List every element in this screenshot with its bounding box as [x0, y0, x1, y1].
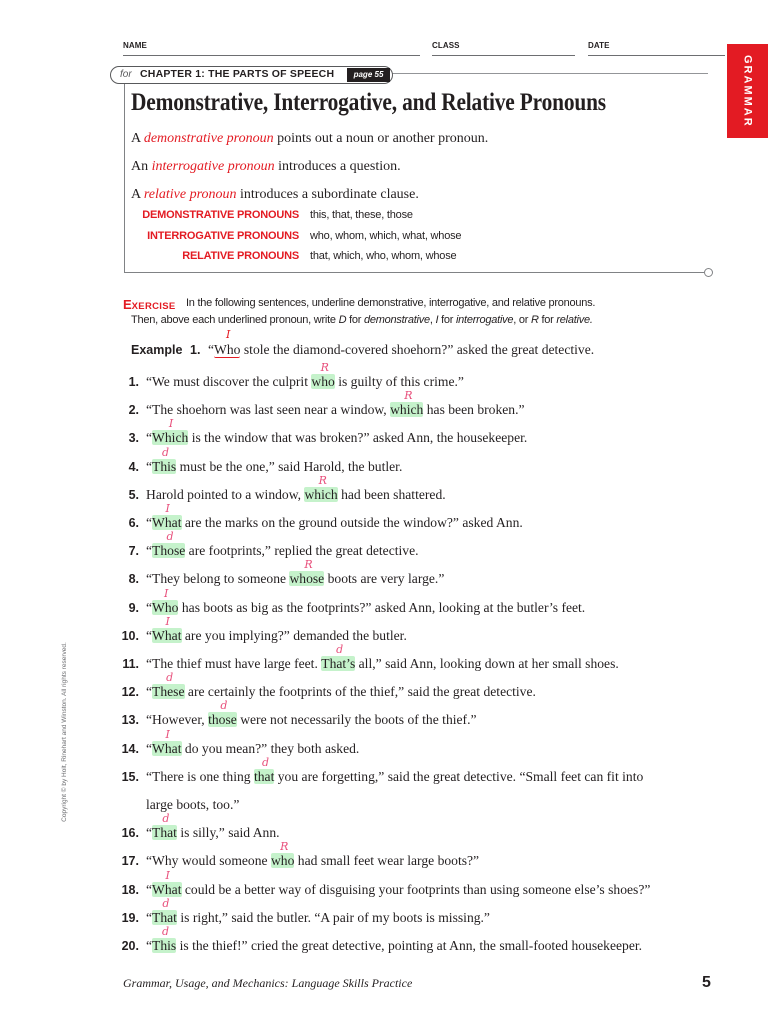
- exercise-heading: [123, 296, 175, 314]
- sentence-post: could be a better way of disguising your footprints than using someone else’s shoes?”: [181, 881, 651, 897]
- item-sentence: [146, 896, 740, 932]
- chapter-pill: [110, 66, 393, 84]
- item-sentence: [146, 586, 740, 622]
- instruction-text: ,: [429, 314, 436, 326]
- sentence-pre: “The thief must have large feet.: [146, 656, 322, 672]
- item-sentence: [146, 727, 740, 763]
- sentence-post: is the thief!” cried the great detective, pointing at Ann, the small-footed housekeeper.: [176, 938, 643, 954]
- underlined-pronoun[interactable]: [270, 840, 295, 869]
- underlined-pronoun[interactable]: [152, 812, 177, 841]
- item-number: 16.: [121, 826, 139, 841]
- instructions-line-2: [131, 314, 593, 326]
- handwritten-mark: I: [225, 328, 231, 341]
- handwritten-mark: d: [220, 699, 228, 713]
- item-number: 3.: [128, 431, 139, 446]
- exercise-item: [100, 361, 740, 396]
- exercise-item: [100, 614, 740, 650]
- handwritten-mark: R: [280, 840, 289, 854]
- exercise-item: [100, 643, 740, 678]
- table-label-interrogative: INTERROGATIVE PRONOUNS: [147, 230, 299, 242]
- definition-post: points out a noun or another pronoun.: [273, 131, 489, 146]
- underlined-pronoun[interactable]: [152, 586, 179, 616]
- sentence-post: boots are very large.”: [324, 571, 445, 587]
- underlined-pronoun[interactable]: [152, 417, 189, 446]
- instructions-line-1: In the following sentences, underline demonstrative, interrogative, and relative pronouns.: [186, 297, 596, 309]
- frame-left-rule: [124, 83, 125, 272]
- instruction-italic-text: D: [338, 314, 347, 326]
- item-number: 2.: [128, 403, 139, 418]
- item-number: 6.: [128, 516, 139, 531]
- name-field-line[interactable]: [123, 55, 420, 56]
- pronoun-text: which: [304, 486, 338, 502]
- underlined-pronoun[interactable]: [152, 502, 182, 531]
- item-number: 17.: [121, 854, 139, 869]
- exercise-item: [100, 699, 740, 734]
- handwritten-mark: d: [162, 812, 170, 826]
- lesson-title: Demonstrative, Interrogative, and Relative Pronouns: [131, 89, 606, 116]
- pronoun-text: Who: [214, 342, 241, 357]
- class-field-line[interactable]: [432, 55, 575, 56]
- item-sentence: [146, 840, 740, 875]
- underlined-pronoun[interactable]: [152, 445, 177, 475]
- exercise-item: [100, 896, 740, 932]
- instruction-text: for: [438, 314, 456, 326]
- item-number: 7.: [128, 544, 139, 559]
- item-sentence: [146, 502, 740, 537]
- pronoun-text: What: [152, 627, 182, 643]
- sentence-post: is the window that was broken?” asked Ann, the housekeeper.: [188, 430, 528, 446]
- exercise-item: [100, 445, 740, 481]
- item-number: 8.: [128, 572, 139, 587]
- definition-post: introduces a subordinate clause.: [236, 187, 419, 202]
- frame-knob-icon: [704, 268, 713, 277]
- sentence-pre: “: [146, 458, 153, 474]
- instruction-italic-text: demonstrative: [363, 314, 430, 326]
- sentence-pre: “: [146, 599, 153, 615]
- handwritten-mark: d: [336, 643, 344, 657]
- item-sentence: [146, 558, 740, 593]
- instruction-text: for: [346, 314, 364, 326]
- handwritten-mark: d: [162, 896, 170, 910]
- pronoun-text: which: [390, 402, 424, 418]
- exercise-item: [100, 502, 740, 537]
- item-number: 11.: [122, 657, 139, 672]
- sentence-pre: “: [146, 430, 153, 446]
- underlined-pronoun[interactable]: [253, 755, 275, 785]
- handwritten-mark: d: [262, 755, 270, 769]
- sentence-pre: “They belong to someone: [146, 571, 290, 587]
- handwritten-mark: I: [168, 417, 174, 431]
- sentence-post: are you implying?” demanded the butler.: [181, 627, 407, 643]
- date-field-line[interactable]: [588, 55, 725, 56]
- handwritten-mark: d: [166, 671, 174, 685]
- date-label: DATE: [588, 41, 610, 50]
- exercise-heading-initial: E: [123, 297, 132, 312]
- sentence-post: are the marks on the ground outside the window?” asked Ann.: [181, 515, 523, 531]
- exercise-item: [100, 812, 740, 847]
- item-sentence: [146, 925, 740, 960]
- sentence-post: is silly,” said Ann.: [176, 825, 280, 841]
- grammar-side-tab: [727, 44, 768, 138]
- exercise-item: [100, 389, 740, 424]
- frame-bottom-rule: [124, 272, 704, 273]
- handwritten-mark: d: [162, 925, 170, 939]
- sentence-post: are footprints,” replied the great detective.: [185, 543, 419, 559]
- exercise-item: [100, 558, 740, 593]
- definition-term: demonstrative pronoun: [143, 131, 274, 146]
- sentence-post: has been broken.”: [423, 402, 525, 418]
- underlined-pronoun[interactable]: [152, 868, 182, 898]
- item-number: 12.: [121, 685, 139, 700]
- item-sentence: [146, 530, 740, 565]
- item-number: 15.: [121, 769, 139, 784]
- underlined-pronoun[interactable]: [304, 473, 338, 503]
- chapter-title: CHAPTER 1: THE PARTS OF SPEECH: [140, 68, 335, 80]
- pronoun-text: who: [270, 853, 295, 869]
- instruction-italic-text: I: [435, 314, 439, 326]
- side-tab-label: GRAMMAR: [741, 54, 754, 128]
- definition-demonstrative: [131, 130, 488, 148]
- underlined-pronoun[interactable]: [152, 925, 177, 954]
- item-number: 14.: [121, 741, 139, 756]
- pronoun-text: Those: [152, 543, 186, 559]
- pronoun-text: Which: [152, 430, 189, 446]
- frame-top-rule: [392, 73, 708, 74]
- handwritten-mark: d: [166, 530, 174, 544]
- table-words-relative: that, which, who, whom, whose: [310, 250, 457, 262]
- item-sentence: [146, 755, 740, 819]
- handwritten-mark: R: [304, 558, 313, 572]
- item-number: 20.: [121, 939, 139, 954]
- item-sentence: [146, 671, 740, 706]
- table-label-demonstrative: DEMONSTRATIVE PRONOUNS: [142, 209, 299, 221]
- pronoun-text: who: [311, 374, 335, 389]
- item-sentence: [146, 699, 740, 734]
- sentence-post: has boots as big as the footprints?” asked Ann, looking at the butler’s feet.: [178, 599, 586, 615]
- definition-term: interrogative pronoun: [151, 159, 275, 174]
- definition-pre: An: [131, 159, 152, 174]
- sentence-pre: “: [146, 515, 153, 531]
- item-number: 9.: [128, 600, 139, 615]
- sentence-pre: “: [146, 825, 153, 841]
- item-number: 18.: [121, 882, 139, 897]
- book-title: Grammar, Usage, and Mechanics: Language Skills Practice: [123, 976, 413, 990]
- item-number: 5.: [128, 487, 139, 502]
- pronoun-text: This: [152, 938, 177, 954]
- exercise-item: [100, 586, 740, 622]
- exercise-item: [100, 530, 740, 565]
- instruction-text: Then, above each underlined pronoun, write: [131, 314, 339, 326]
- example-number: 1.: [190, 343, 201, 357]
- item-sentence: [146, 614, 740, 650]
- pronoun-text: Who: [152, 599, 179, 615]
- item-number: 1.: [128, 375, 139, 389]
- instruction-italic-text: relative.: [556, 314, 593, 326]
- sentence-pre: “: [146, 627, 153, 643]
- sentence-pre: “: [208, 342, 215, 357]
- exercise-item: [100, 755, 740, 819]
- table-words-demonstrative: this, that, these, those: [310, 209, 413, 221]
- sentence-pre: “: [146, 909, 153, 925]
- underlined-pronoun[interactable]: [152, 614, 182, 644]
- instruction-italic-text: interrogative: [455, 314, 514, 326]
- pronoun-text: What: [152, 881, 182, 897]
- class-label: CLASS: [432, 41, 460, 50]
- example-sentence: [208, 328, 595, 358]
- instruction-italic-text: R: [530, 314, 539, 326]
- pronoun-text: What: [152, 515, 182, 531]
- table-label-relative: RELATIVE PRONOUNS: [182, 250, 299, 262]
- exercise-item: [100, 671, 740, 706]
- sentence-pre: “The shoehorn was last seen near a window,: [146, 402, 391, 418]
- definition-term: relative pronoun: [143, 187, 237, 202]
- item-sentence: [146, 868, 740, 904]
- sentence-pre: “However,: [146, 712, 209, 728]
- sentence-pre: “: [146, 543, 153, 559]
- exercise-item: [100, 868, 740, 904]
- exercise-item: [100, 727, 740, 763]
- definition-pre: A: [131, 187, 144, 202]
- table-words-interrogative: who, whom, which, what, whose: [310, 230, 462, 242]
- underlined-pronoun[interactable]: [321, 643, 356, 672]
- definition-pre: A: [131, 131, 144, 146]
- item-sentence: [146, 389, 740, 424]
- pronoun-text: What: [152, 740, 182, 756]
- pronoun-text: That: [152, 825, 177, 841]
- item-number: 4.: [128, 459, 139, 474]
- handwritten-mark: I: [165, 727, 170, 741]
- definition-post: introduces a question.: [274, 159, 401, 174]
- sentence-pre: Harold pointed to a window,: [146, 486, 305, 502]
- underlined-pronoun[interactable]: [208, 699, 237, 728]
- sentence-post: stole the diamond-covered shoehorn?” asked the great detective.: [240, 342, 595, 357]
- item-sentence: [146, 812, 740, 847]
- definition-relative: [131, 186, 419, 204]
- sentence-post: all,” said Ann, looking down at her small shoes.: [355, 656, 619, 672]
- instruction-text: , or: [513, 314, 531, 326]
- exercise-item: [100, 840, 740, 875]
- handwritten-mark: I: [165, 614, 170, 628]
- pronoun-text: That’s: [321, 656, 356, 672]
- sentence-pre: “: [146, 740, 153, 756]
- pronoun-text: whose: [289, 571, 325, 587]
- sentence-pre: “We must discover the culprit: [146, 374, 312, 389]
- sentence-pre: “: [146, 684, 153, 700]
- item-sentence: [146, 473, 740, 509]
- item-sentence: [146, 361, 740, 396]
- sentence-pre: “Why would someone: [146, 853, 271, 869]
- handwritten-mark: I: [165, 502, 170, 516]
- underlined-pronoun[interactable]: [214, 328, 241, 358]
- handwritten-mark: R: [320, 361, 329, 374]
- exercise-item: [100, 925, 740, 960]
- chapter-page-badge: page 55: [347, 68, 390, 82]
- underlined-pronoun[interactable]: [311, 361, 335, 390]
- exercise-heading-rest: XERCISE: [131, 301, 176, 312]
- chapter-for-label: for: [120, 69, 132, 80]
- copyright-notice: Copyright © by Holt, Rinehart and Winston. All rights reserved.: [61, 642, 68, 822]
- handwritten-mark: I: [163, 586, 169, 600]
- instruction-text: for: [538, 314, 557, 326]
- definition-interrogative: [131, 158, 401, 176]
- page-number: 5: [702, 974, 711, 991]
- sentence-post: had small feet wear large boots?”: [294, 853, 480, 869]
- handwritten-mark: I: [165, 868, 170, 882]
- sentence-post: is guilty of this crime.”: [334, 374, 464, 389]
- underlined-pronoun[interactable]: [289, 558, 325, 587]
- sentence-post: must be the one,” said Harold, the butler.: [176, 458, 403, 474]
- handwritten-mark: d: [162, 445, 170, 459]
- item-number: 13.: [121, 713, 139, 728]
- exercise-item: [100, 417, 740, 452]
- underlined-pronoun[interactable]: [152, 530, 186, 559]
- sentence-post: had been shattered.: [337, 486, 446, 502]
- pronoun-text: That: [152, 909, 177, 925]
- sentence-pre: “There is one thing: [146, 768, 254, 784]
- exercise-item: [100, 473, 740, 509]
- item-sentence: [146, 417, 740, 452]
- handwritten-mark: R: [318, 473, 327, 487]
- sentence-pre: “: [146, 938, 153, 954]
- sentence-post: is right,” said the butler. “A pair of my boots is missing.”: [176, 909, 490, 925]
- pronoun-text: These: [152, 684, 185, 700]
- sentence-post: were not necessarily the boots of the thief.”: [236, 712, 477, 728]
- example-label: Example: [131, 343, 183, 357]
- name-label: NAME: [123, 41, 147, 50]
- underlined-pronoun[interactable]: [152, 727, 182, 757]
- pronoun-text: that: [253, 768, 275, 784]
- pronoun-text: those: [208, 712, 237, 728]
- sentence-post: you are forgetting,” said the great detective. “Small feet can fit into large boots, too.”: [146, 768, 644, 813]
- sentence-pre: “: [146, 881, 153, 897]
- item-number: 10.: [121, 628, 139, 643]
- underlined-pronoun[interactable]: [152, 896, 177, 926]
- sentence-post: are certainly the footprints of the thief,” said the great detective.: [184, 684, 536, 700]
- item-sentence: [146, 643, 740, 678]
- item-number: 19.: [121, 910, 139, 925]
- exercise-items: [100, 361, 740, 960]
- pronoun-text: This: [152, 458, 177, 474]
- handwritten-mark: R: [404, 389, 413, 403]
- sentence-post: do you mean?” they both asked.: [181, 740, 360, 756]
- underlined-pronoun[interactable]: [390, 389, 424, 418]
- item-sentence: [146, 445, 740, 481]
- underlined-pronoun[interactable]: [152, 671, 185, 700]
